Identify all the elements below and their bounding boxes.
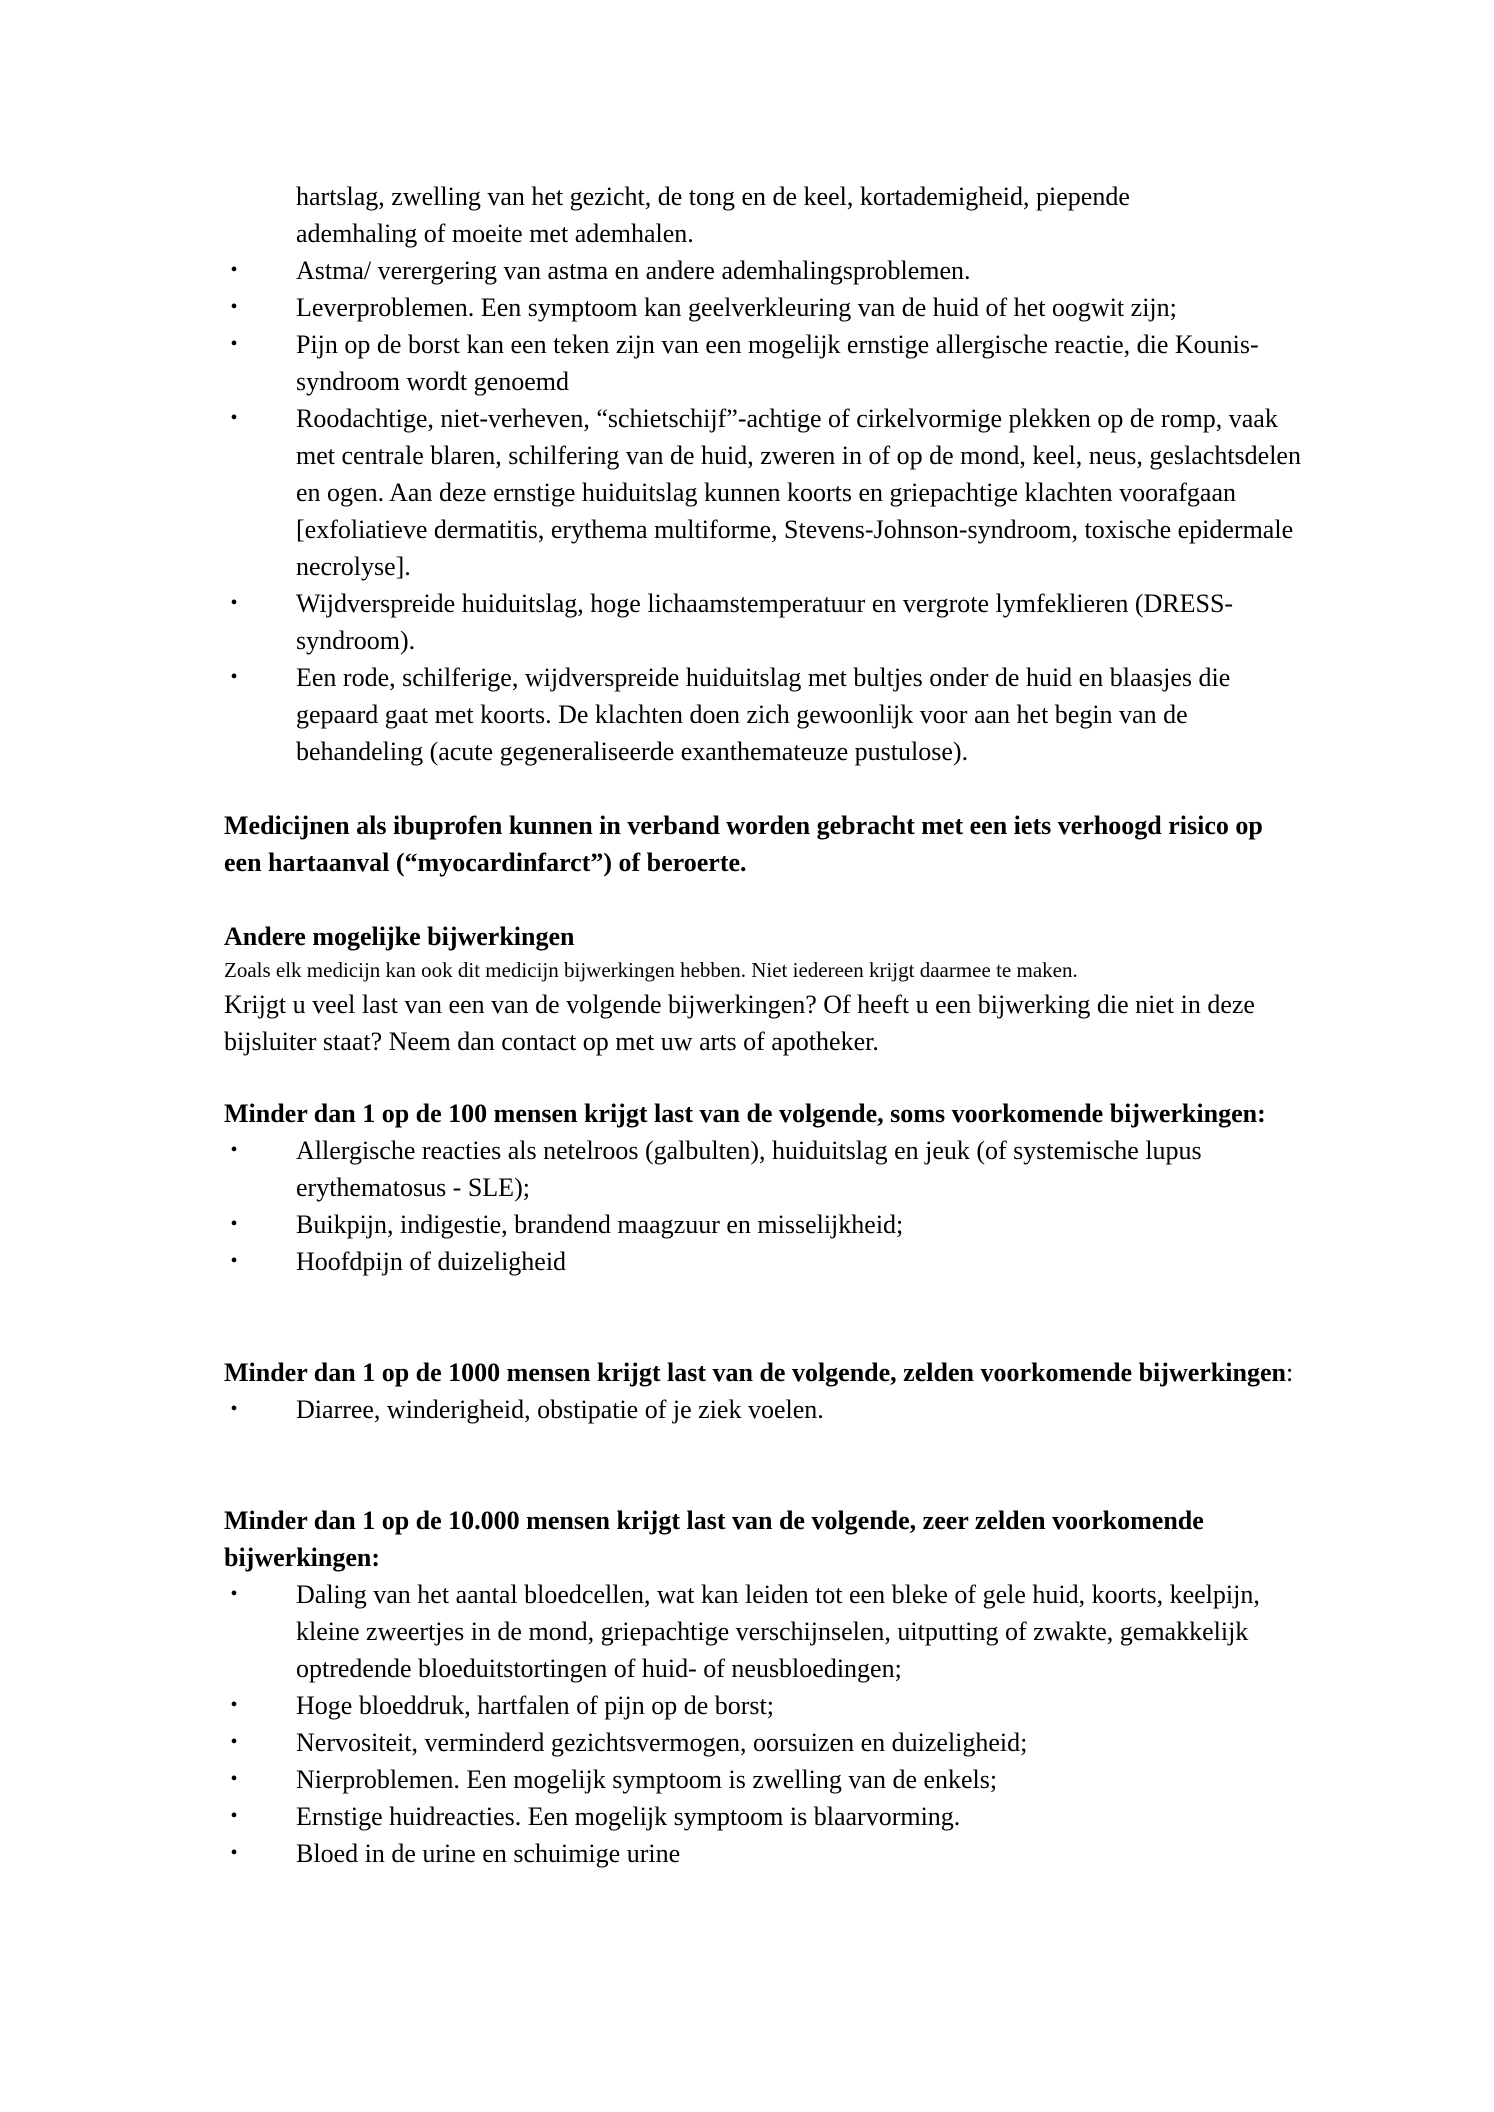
list-item: • Wijdverspreide huiduitslag, hoge lichaamstemperatuur en vergrote lymfeklieren (DRESS-syndroom). <box>224 585 1304 659</box>
list-item: • Nierproblemen. Een mogelijk symptoom is zwelling van de enkels; <box>224 1761 1294 1798</box>
bullet-icon: • <box>230 1842 238 1864</box>
list-item: • Hoge bloeddruk, hartfalen of pijn op de borst; <box>224 1687 1294 1724</box>
section-uncommon <box>224 1095 1294 1280</box>
section-rare <box>224 1354 1294 1428</box>
bullet-icon: • <box>230 1583 238 1605</box>
intro-small-text: Zoals elk medicijn kan ook dit medicijn bijwerkingen hebben. Niet iedereen krijgt daarmee te maken. <box>224 958 1078 982</box>
bullet-icon: • <box>230 1213 238 1235</box>
section-heading: Minder dan 1 op de 100 mensen krijgt last van de volgende, soms voorkomende bijwerkingen: <box>224 1099 1266 1128</box>
bullet-icon: • <box>230 1250 238 1272</box>
serious-side-effects-list <box>224 252 1304 770</box>
section-heading: Minder dan 1 op de 10.000 mensen krijgt last van de volgende, zeer zelden voorkomende bijwerkingen: <box>224 1506 1204 1572</box>
bullet-icon: • <box>230 259 238 281</box>
section-heading: Minder dan 1 op de 1000 mensen krijgt last van de volgende, zelden voorkomende bijwerkingen: <box>224 1358 1294 1387</box>
list-item: • Allergische reacties als netelroos (galbulten), huiduitslag en jeuk (of systemische lupus erythematosus - SLE); <box>224 1132 1294 1206</box>
bullet-icon: • <box>230 1731 238 1753</box>
bullet-icon: • <box>230 407 238 429</box>
list-item: • Bloed in de urine en schuimige urine <box>224 1835 1294 1872</box>
list-item: • Buikpijn, indigestie, brandend maagzuur en misselijkheid; <box>224 1206 1294 1243</box>
list-item: • Nervositeit, verminderd gezichtsvermogen, oorsuizen en duizeligheid; <box>224 1724 1294 1761</box>
continuation-text <box>224 178 1294 252</box>
bullet-icon: • <box>230 592 238 614</box>
bullet-icon: • <box>230 1805 238 1827</box>
bullet-icon: • <box>230 296 238 318</box>
list-item: • Daling van het aantal bloedcellen, wat kan leiden tot een bleke of gele huid, koorts, keelpijn, kleine zweertjes in de mond, griepachtige verschijnselen, uitputting of zwakte, gemakkelijk optredende bloeduitstortingen of huid- of neusbloedingen; <box>224 1576 1294 1687</box>
list-item: • Diarree, winderigheid, obstipatie of je ziek voelen. <box>224 1391 1294 1428</box>
continuation-line: ademhaling of moeite met ademhalen. <box>296 219 694 248</box>
list-item: • Pijn op de borst kan een teken zijn van een mogelijk ernstige allergische reactie, die Kounis-syndroom wordt genoemd <box>224 326 1304 400</box>
bullet-icon: • <box>230 1398 238 1420</box>
bullet-icon: • <box>230 1768 238 1790</box>
bullet-icon: • <box>230 1139 238 1161</box>
other-side-effects <box>224 918 1294 1060</box>
list-item: • Ernstige huidreacties. Een mogelijk symptoom is blaarvorming. <box>224 1798 1294 1835</box>
list-item: • Hoofdpijn of duizeligheid <box>224 1243 1294 1280</box>
continuation-line: hartslag, zwelling van het gezicht, de tong en de keel, kortademigheid, piepende <box>296 182 1130 211</box>
list-item: • Leverproblemen. Een symptoom kan geelverkleuring van de huid of het oogwit zijn; <box>224 289 1304 326</box>
bullet-icon: • <box>230 333 238 355</box>
section-very-rare <box>224 1502 1294 1872</box>
list-item: • Roodachtige, niet-verheven, “schietschijf”-achtige of cirkelvormige plekken op de romp, vaak met centrale blaren, schilfering van de huid, zweren in of op de mond, keel, neus, geslachtsdelen en ogen. Aan deze ernstige huiduitslag kunnen koorts en griepachtige klachten voorafgaan [exfoliatieve dermatitis, erythema multiforme, Stevens-Johnson-syndroom, toxische epidermale necrolyse]. <box>224 400 1304 585</box>
list-item: • Astma/ verergering van astma en andere ademhalingsproblemen. <box>224 252 1304 289</box>
list-item: • Een rode, schilferige, wijdverspreide huiduitslag met bultjes onder de huid en blaasjes die gepaard gaat met koorts. De klachten doen zich gewoonlijk voor aan het begin van de behandeling (acute gegeneraliseerde exanthemateuze pustulose). <box>224 659 1304 770</box>
cardiovascular-warning: Medicijnen als ibuprofen kunnen in verband worden gebracht met een iets verhoogd risico op een hartaanval (“myocardinfarct”) of beroerte. <box>224 811 1263 877</box>
bullet-icon: • <box>230 666 238 688</box>
bullet-icon: • <box>230 1694 238 1716</box>
intro-body-text: Krijgt u veel last van een van de volgende bijwerkingen? Of heeft u een bijwerking die niet in deze bijsluiter staat? Neem dan contact op met uw arts of apotheker. <box>224 990 1255 1056</box>
section-heading: Andere mogelijke bijwerkingen <box>224 922 575 951</box>
